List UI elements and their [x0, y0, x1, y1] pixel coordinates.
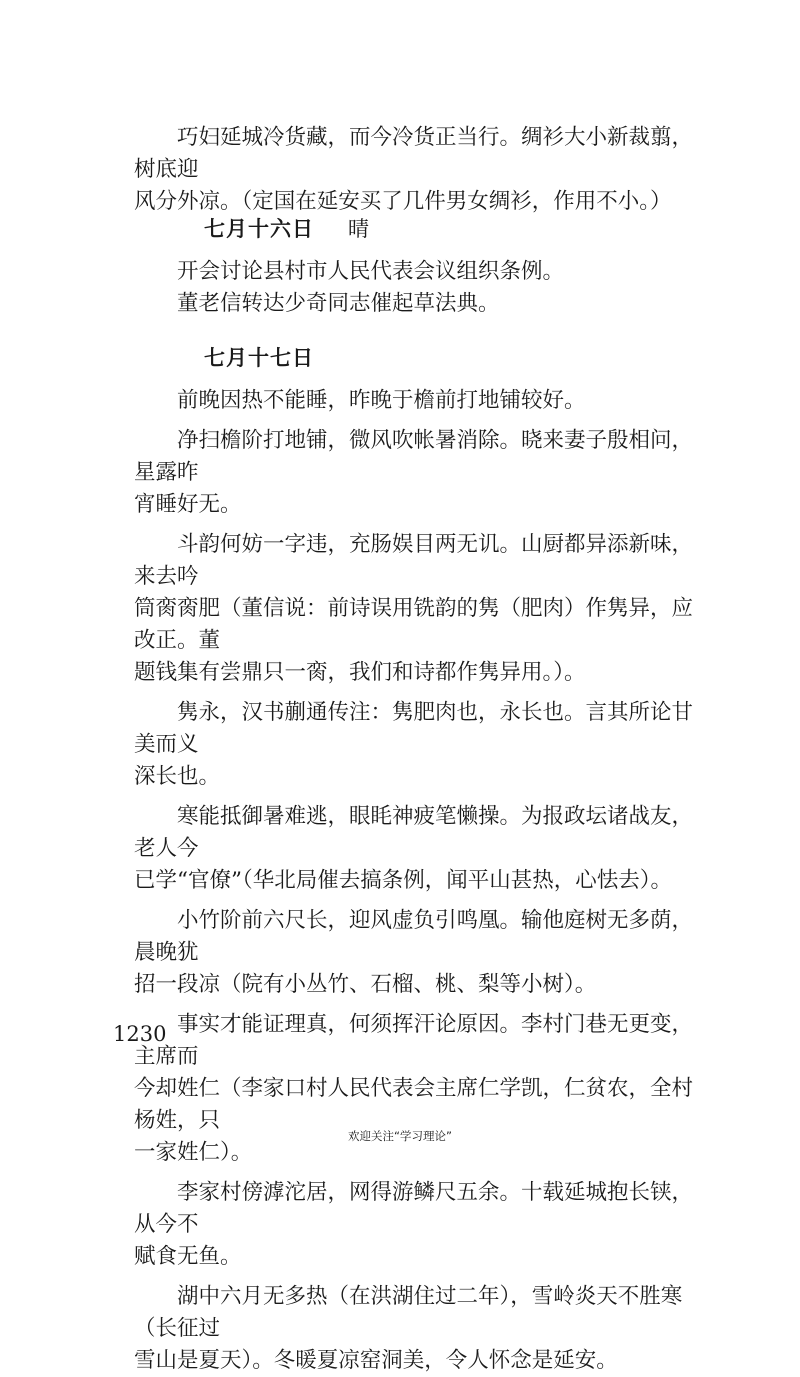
entry-body-0716 [134, 256, 694, 320]
text-line: 斗韵何妨一字违，充肠娱目两无讥。山厨都异添新味，来去吟 [134, 532, 694, 589]
text-line: 雪山是夏天）。冬暖夏凉窑洞美，令人怀念是延安。 [134, 1348, 618, 1373]
top-paragraph [134, 122, 694, 218]
text-line: 小竹阶前六尺长，迎风虚负引鸣凰。输他庭树无多荫，晨晚犹 [134, 908, 694, 965]
text-line: 湖中六月无多热（在洪湖住过二年），雪岭炎天不胜寒（长征过 [134, 1284, 683, 1341]
text-line: 前晚因热不能睡，昨晚于檐前打地铺较好。 [177, 388, 586, 413]
text-line: 净扫檐阶打地铺，微风吹帐暑消除。晓来妻子殷相问，星露昨 [134, 428, 694, 485]
text-line: 隽永，汉书蒯通传注：隽肥肉也，永长也。言其所论甘美而义 [134, 700, 694, 757]
text-line: 赋食无鱼。 [134, 1244, 242, 1269]
text-line: 开会讨论县村市人民代表会议组织条例。 [177, 259, 565, 284]
entry-body-0717 [134, 385, 694, 1377]
text-line: 已学“官僚”（华北局催去搞条例，闻平山甚热，心怯去）。 [134, 868, 672, 893]
footer-note: 欢迎关注“学习理论” [348, 1129, 452, 1143]
text-line: 宵睡好无。 [134, 492, 242, 517]
text-line: 寒能抵御暑难逃，眼眊神疲笔懒操。为报政坛诸战友，老人今 [134, 804, 694, 861]
entry-heading-0717 [204, 342, 314, 372]
text-line: 风分外凉。（定国在延安买了几件男女绸衫，作用不小。） [134, 189, 672, 214]
text-line: 题钱集有尝鼎只一脔，我们和诗都作隽异用。）。 [134, 660, 586, 685]
text-line: 事实才能证理真，何须挥汗论原因。李村门巷无更变，主席而 [134, 1012, 694, 1069]
text-line: 李家村傍滹沱居，网得游鳞尺五余。十载延城抱长铗，从今不 [134, 1180, 694, 1237]
text-line: 深长也。 [134, 764, 221, 789]
entry-date: 七月十七日 [204, 345, 314, 370]
text-line: 今却姓仁（李家口村人民代表会主席仁学凯，仁贫农，全村杨姓，只 [134, 1076, 694, 1133]
page-number: 1230 [113, 1022, 167, 1046]
text-line: 董老信转达少奇同志催起草法典。 [177, 291, 500, 316]
entry-date: 七月十六日 [204, 216, 314, 241]
entry-weather: 晴 [348, 217, 370, 241]
text-line: 招一段凉（院有小丛竹、石榴、桃、梨等小树）。 [134, 972, 597, 997]
text-line: 一家姓仁）。 [134, 1140, 253, 1165]
entry-heading-0716 [204, 213, 370, 243]
text-line: 巧妇延城冷货藏，而今冷货正当行。绸衫大小新裁翦，树底迎 [134, 125, 694, 182]
text-line: 筒脔脔肥（董信说：前诗误用铣韵的隽（肥肉）作隽异，应改正。董 [134, 596, 694, 653]
